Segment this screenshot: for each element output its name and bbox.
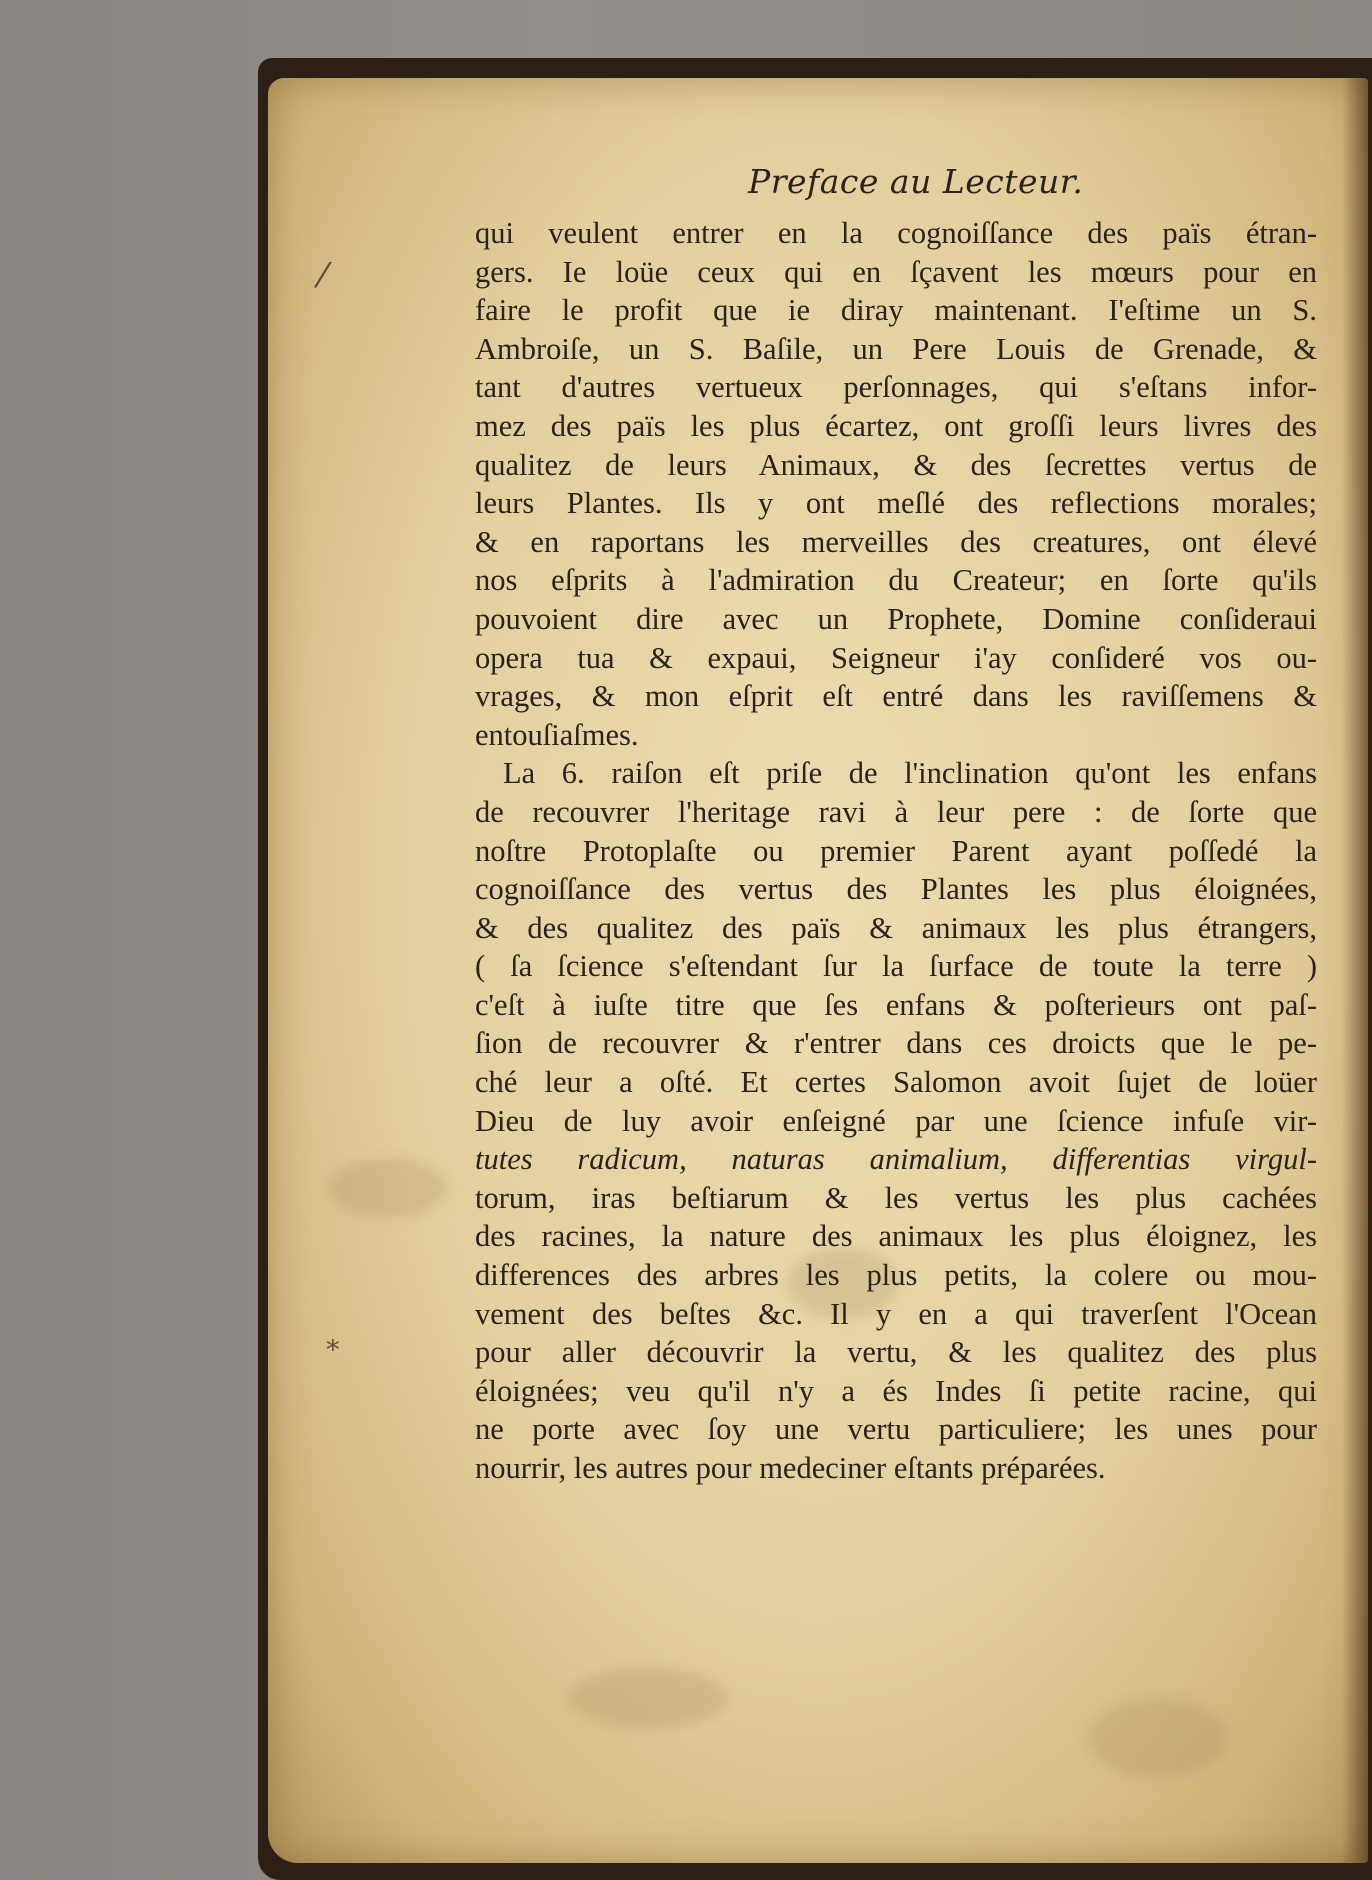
- stain-mark: [328, 1158, 448, 1218]
- text-line: & en raportans les merveilles des creatures, ont élevé: [475, 524, 1317, 559]
- text-line: ( ſa ſcience s'eſtendant ſur la ſurface de toute la terre ): [475, 949, 1317, 984]
- text-line: nos eſprits à l'admiration du Createur; en ſorte qu'ils: [475, 563, 1317, 598]
- text-line: de recouvrer l'heritage ravi à leur pere : de ſorte que: [475, 794, 1317, 829]
- body-text: [475, 214, 1317, 1488]
- text-line: Dieu de luy avoir enſeigné par une ſcience infuſe vir-: [475, 1103, 1317, 1138]
- text-line: tant d'autres vertueux perſonnages, qui s'eſtans infor-: [475, 370, 1317, 405]
- text-line: cognoiſſance des vertus des Plantes les plus éloignées,: [475, 872, 1317, 907]
- text-line: torum, iras beſtiarum & les vertus les plus cachées: [475, 1180, 1317, 1215]
- text-line: vrages, & mon eſprit eſt entré dans les raviſſemens &: [475, 679, 1317, 714]
- text-line: noſtre Protoplaſte ou premier Parent ayant poſſedé la: [475, 833, 1317, 868]
- text-line: entouſiaſmes.: [475, 717, 639, 752]
- text-line: nourrir, les autres pour medeciner eſtants préparées.: [475, 1451, 1106, 1485]
- text-line: & des qualitez des païs & animaux les plus étrangers,: [475, 910, 1317, 945]
- text-line: éloignées; veu qu'il n'y a és Indes ſi petite racine, qui: [475, 1373, 1317, 1408]
- text-line: leurs Plantes. Ils y ont meſlé des reflections morales;: [475, 486, 1317, 521]
- text-line: ché leur a oſté. Et certes Salomon avoit ſujet de loüer: [475, 1065, 1317, 1100]
- running-head: Preface au Lecteur.: [748, 162, 1084, 201]
- text-line: des racines, la nature des animaux les plus éloignez, les: [475, 1219, 1317, 1254]
- text-line: qui veulent entrer en la cognoiſſance des païs étran-: [475, 216, 1317, 250]
- text-line: gers. Ie loüe ceux qui en ſçavent les mœurs pour en: [475, 254, 1317, 289]
- text-line: La 6. raiſon eſt priſe de l'inclination qu'ont les enfans: [503, 756, 1317, 791]
- text-line: ne porte avec ſoy une vertu particuliere; les unes pour: [475, 1412, 1317, 1447]
- text-line: ſion de recouvrer & r'entrer dans ces droicts que le pe-: [475, 1026, 1317, 1061]
- text-line: opera tua & expaui, Seigneur i'ay conſideré vos ou-: [475, 640, 1317, 675]
- stain-mark: [1088, 1698, 1228, 1778]
- text-line: pouvoient dire avec un Prophete, Domine conſideraui: [475, 601, 1317, 636]
- text-line: vement des beſtes &c. Il y en a qui traverſent l'Ocean: [475, 1296, 1317, 1331]
- page-gutter-shadow: [1342, 78, 1368, 1863]
- text-line: c'eſt à iuſte titre que ſes enfans & poſterieurs ont paſ-: [475, 987, 1317, 1022]
- text-line: faire le profit que ie diray maintenant. I'eſtime un S.: [475, 293, 1317, 328]
- text-line: mez des païs les plus écartez, ont groſſi leurs livres des: [475, 408, 1317, 443]
- stain-mark: [568, 1668, 728, 1728]
- marginal-ink-mark: ∗: [324, 1330, 342, 1360]
- text-line: pour aller découvrir la vertu, & les qualitez des plus: [475, 1335, 1317, 1370]
- text-line: differences des arbres les plus petits, la colere ou mou-: [475, 1258, 1317, 1293]
- marginal-ink-mark: ⁄: [320, 256, 326, 296]
- book-page: [268, 78, 1368, 1863]
- text-line: Ambroiſe, un S. Baſile, un Pere Louis de Grenade, &: [475, 331, 1317, 366]
- text-line: qualitez de leurs Animaux, & des ſecrettes vertus de: [475, 447, 1317, 482]
- text-line: tutes radicum, naturas animalium, differentias virgul-: [475, 1142, 1317, 1177]
